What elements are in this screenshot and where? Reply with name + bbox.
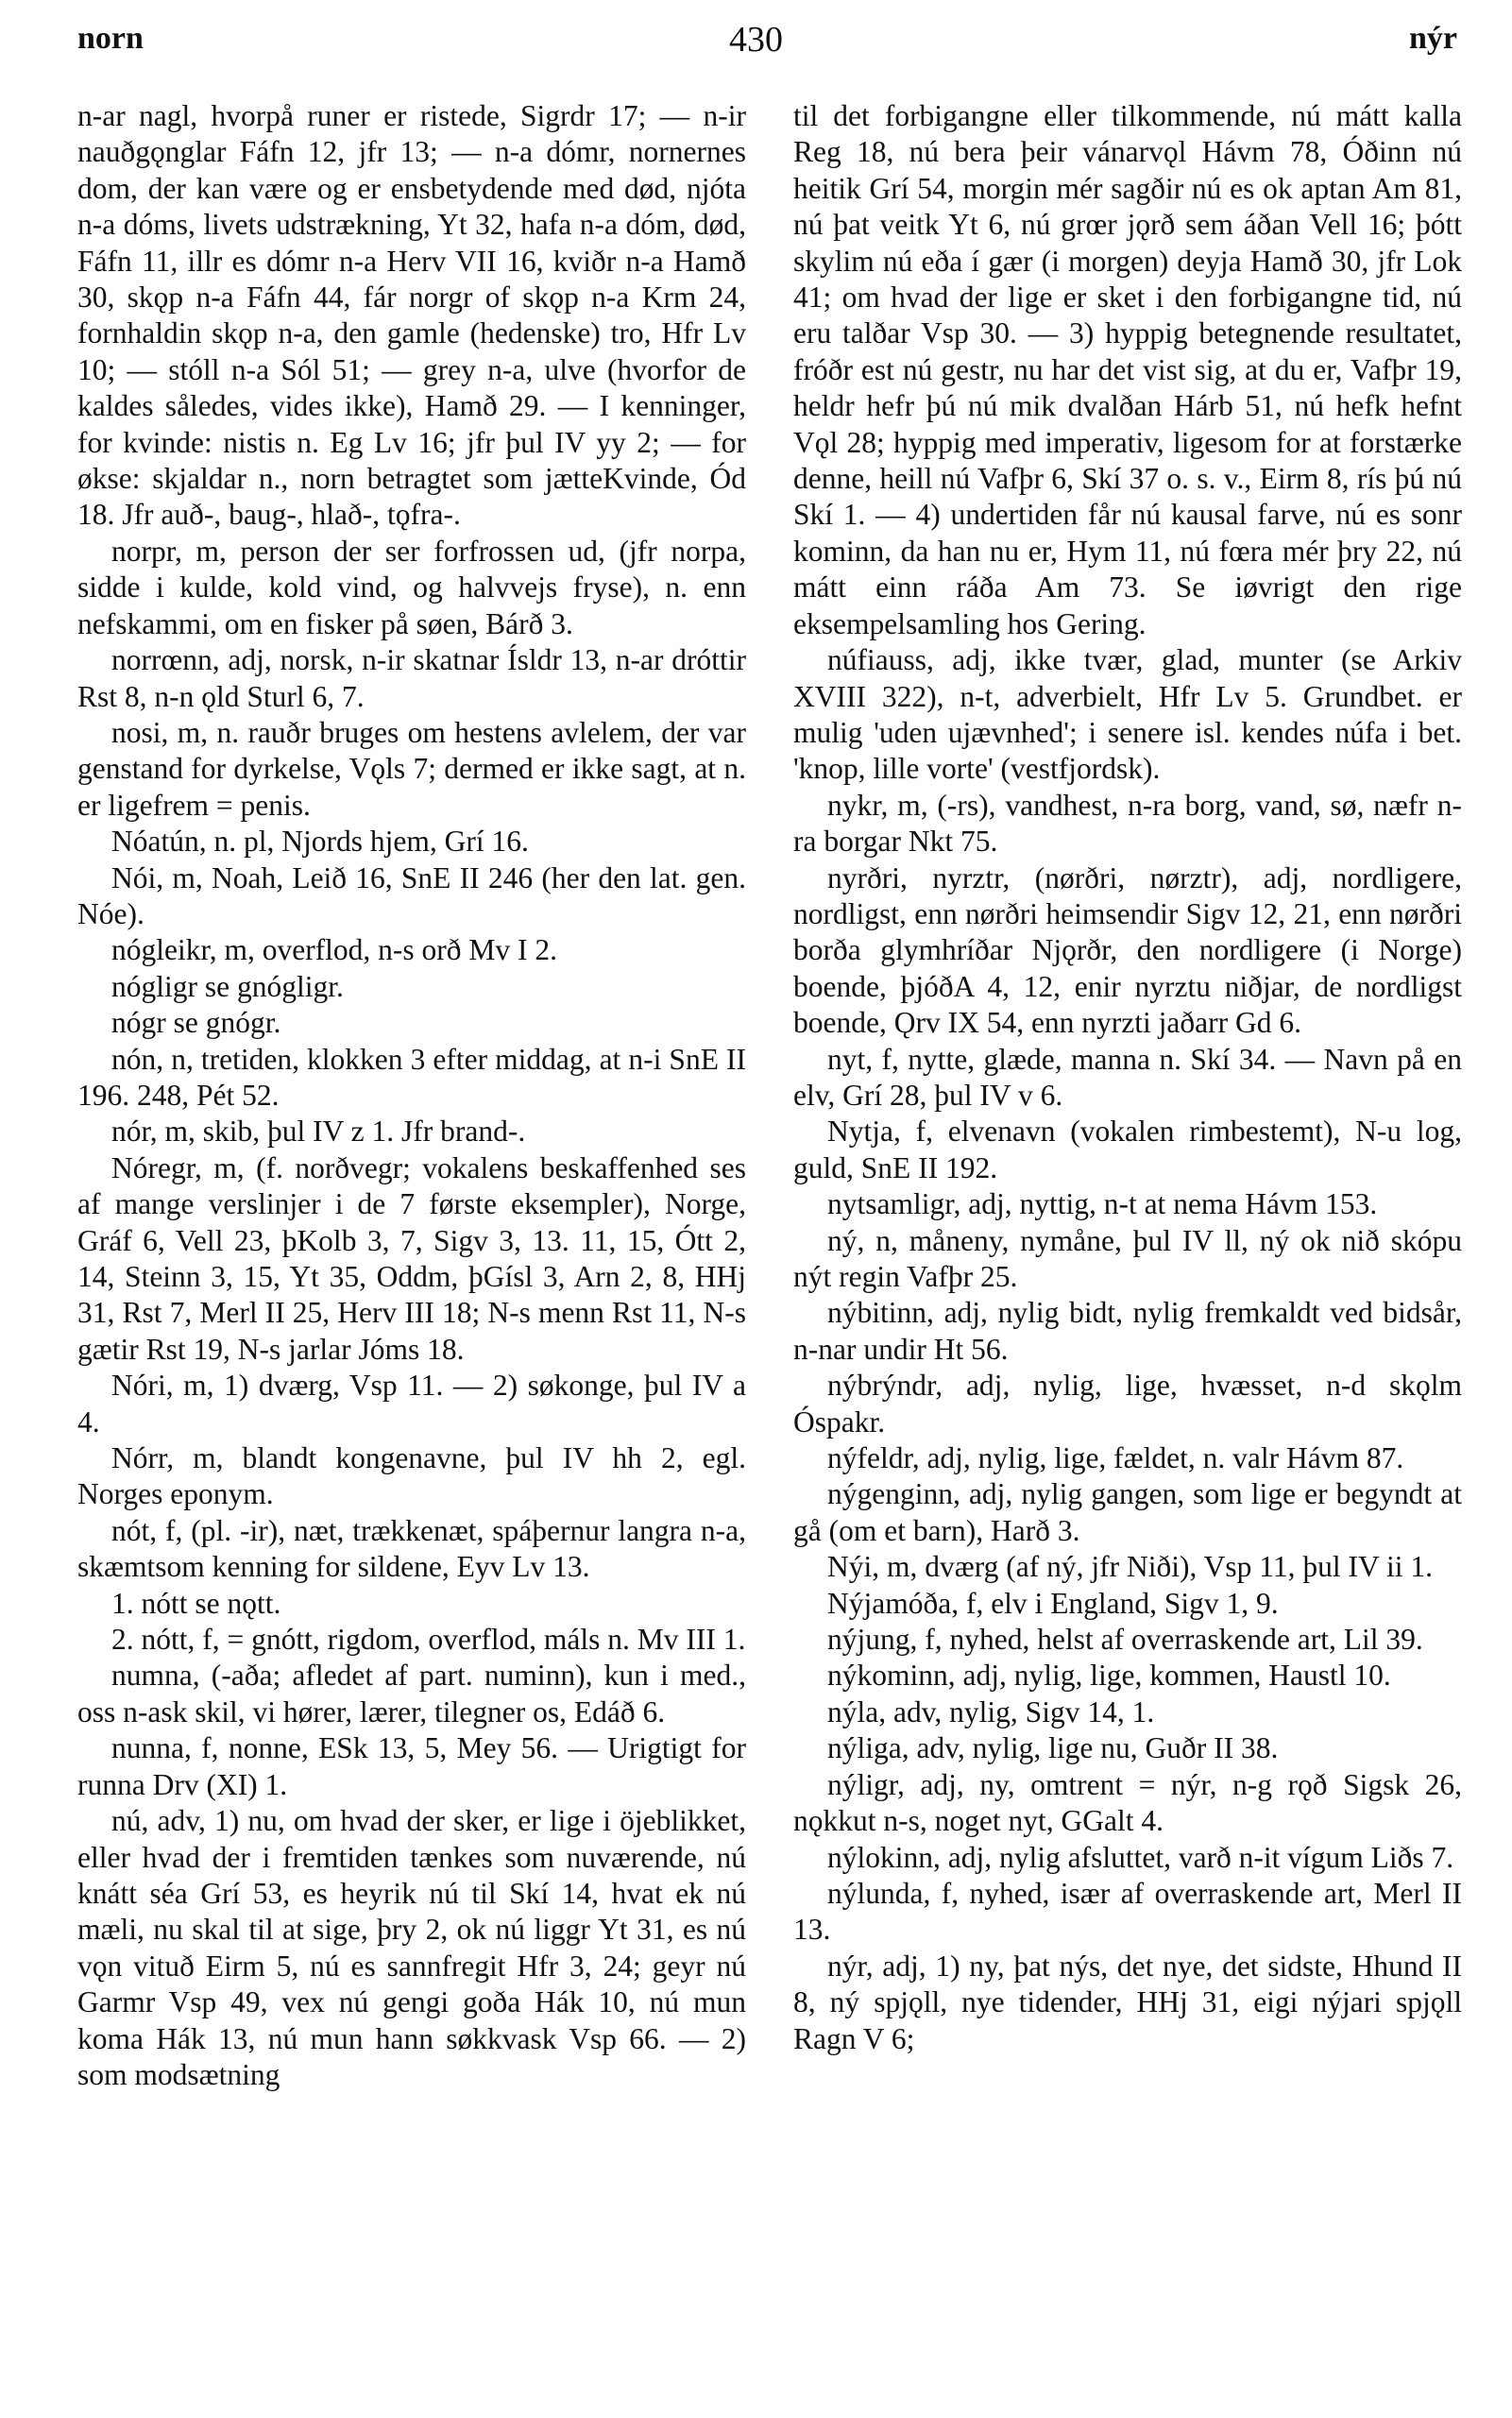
dictionary-entry: nógr se gnógr. (111, 1006, 281, 1040)
dictionary-entry: nykr, m, (-rs), vandhest, n-ra borg, vand, sø, næfr n-ra borgar Nkt 75. (793, 788, 1462, 859)
dictionary-entry: nytsamligr, adj, nyttig, n-t at nema Hávm 153. (827, 1187, 1378, 1221)
dictionary-entry: ný, n, måneny, nymåne, þul IV ll, ný ok nið skópu nýt regin Vafþr 25. (793, 1223, 1462, 1293)
dictionary-entry: 2. nótt, f, = gnótt, rigdom, overflod, máls n. Mv III 1. (111, 1623, 746, 1657)
dictionary-entry: Nóri, m, 1) dværg, Vsp 11. — 2) søkonge, þul IV a 4. (77, 1369, 746, 1439)
dictionary-entry: Nýjamóða, f, elv i England, Sigv 1, 9. (827, 1586, 1279, 1620)
dictionary-entry: núfiauss, adj, ikke tvær, glad, munter (se Arkiv XVIII 322), n-t, adverbielt, Hfr Lv 5. Grundbet. er mulig 'uden ujævnhed'; i senere isl. kendes núfa i bet. 'knop, lille vorte' (vestfjordsk). (793, 643, 1462, 786)
dictionary-entry: 1. nótt se nǫtt. (111, 1586, 281, 1620)
header-left-word: norn (77, 21, 144, 56)
dictionary-entry: Nórr, m, blandt kongenavne, þul IV hh 2, egl. Norges eponym. (77, 1441, 746, 1511)
dictionary-entry: numna, (-aða; afledet af part. numinn), kun i med., oss n-ask skil, vi hører, lærer, tilegner os, Edáð 6. (77, 1659, 746, 1728)
dictionary-entry: nýkominn, adj, nylig, lige, kommen, Haustl 10. (827, 1659, 1391, 1693)
dictionary-entry: Nóregr, m, (f. norðvegr; vokalens beskaffenhed ses af mange verslinjer i de 7 første eksempler), Norge, Gráf 6, Vell 23, þKolb 3, 7, Sigv 3, 13. 11, 15, Ótt 2, 14, Steinn 3, 15, Yt 35, Oddm, þGísl 3, Arn 2, 8, HHj 31, Rst 7, Merl II 25, Herv III 18; N-s menn Rst 11, N-s gætir Rst 19, N-s jarlar Jóms 18. (77, 1150, 746, 1366)
dictionary-entry: nosi, m, n. rauðr bruges om hestens avlelem, der var genstand for dyrkelse, Vǫls 7; dermed er ikke sagt, at n. er ligefrem = penis. (77, 715, 746, 822)
dictionary-entry: nót, f, (pl. -ir), næt, trækkenæt, spáþernur langra n-a, skæmtsom kenning for sildene, Eyv Lv 13. (77, 1513, 746, 1584)
header-right-word: nýr (1409, 21, 1457, 56)
dictionary-entry: nyrðri, nyrztr, (nørðri, nørztr), adj, nordligere, nordligst, enn nørðri heimsendir Sigv 12, 21, enn nørðri borða glymhríðar Njǫrðr, den nordligere (i Norge) boende, þjóðA 4, 12, enir nyrztu niðjar, de nordligst boende, Ǫrv IX 54, enn nyrzti jaðarr Gd 6. (793, 860, 1462, 1040)
right-column (793, 98, 1462, 2057)
dictionary-entry: nór, m, skib, þul IV z 1. Jfr brand-. (111, 1115, 526, 1149)
dictionary-entry: nýlunda, f, nyhed, især af overraskende art, Merl II 13. (793, 1876, 1462, 1947)
dictionary-entry: nýbrýndr, adj, nylig, lige, hvæsset, n-d skǫlm Óspakr. (793, 1369, 1462, 1439)
dictionary-entry: nýjung, f, nyhed, helst af overraskende art, Lil 39. (827, 1623, 1423, 1657)
dictionary-entry: nýgenginn, adj, nylig gangen, som lige er begyndt at gå (om et barn), Harð 3. (793, 1477, 1462, 1547)
dictionary-entry: nýliga, adv, nylig, lige nu, Guðr II 38. (827, 1731, 1279, 1765)
dictionary-entry: nunna, f, nonne, ESk 13, 5, Mey 56. — Urigtigt for runna Drv (XI) 1. (77, 1731, 746, 1801)
dictionary-entry: n-ar nagl, hvorpå runer er ristede, Sigrdr 17; — n-ir nauðgǫnglar Fáfn 12, jfr 13; — n-a dómr, nornernes dom, der kan være og er ensbetydende med død, njóta n-a dóms, livets udstrækning, Yt 32, hafa n-a dóm, død, Fáfn 11, illr es dómr n-a Herv VII 16, kviðr n-a Hamð 30, skǫp n-a Fáfn 44, fár norgr of skǫp n-a Krm 24, fornhaldin skǫp n-a, den gamle (hedenske) tro, Hfr Lv 10; — stóll n-a Sól 51; — grey n-a, ulve (hvorfor de kaldes således, vides ikke), Hamð 29. — I kenninger, for kvinde: nistis n. Eg Lv 16; jfr þul IV yy 2; — for økse: skjaldar n., norn betragtet som jætteKvinde, Ód 18. Jfr auð-, baug-, hlað-, tǫfra-. (77, 99, 746, 532)
dictionary-entry: nyt, f, nytte, glæde, manna n. Skí 34. — Navn på en elv, Grí 28, þul IV v 6. (793, 1042, 1462, 1112)
page-header (0, 0, 1512, 85)
dictionary-entry: Nóatún, n. pl, Njords hjem, Grí 16. (111, 825, 529, 859)
dictionary-entry: Nói, m, Noah, Leið 16, SnE II 246 (her den lat. gen. Nóe). (77, 860, 746, 930)
dictionary-entry: nón, n, tretiden, klokken 3 efter middag, at n-i SnE II 196. 248, Pét 52. (77, 1042, 746, 1112)
dictionary-entry: nú, adv, 1) nu, om hvad der sker, er lige i öjeblikket, eller hvad der i fremtiden tænkes som nuværende, nú knátt séa Grí 53, es heyrik nú til Skí 14, hvat ek nú mæli, nu skal til at sige, þry 2, ok nú liggr Yt 31, es nú vǫn vituð Eirm 5, nú es sannfregit Hfr 3, 24; geyr nú Garmr Vsp 49, vex nú gengi goða Hák 10, nú mun koma Hák 13, nú mun hann søkkvask Vsp 66. — 2) som modsætning (77, 1804, 746, 2091)
left-column (77, 98, 746, 2093)
dictionary-entry: norrœnn, adj, norsk, n-ir skatnar Ísldr 13, n-ar dróttir Rst 8, n-n ǫld Sturl 6, 7. (77, 643, 746, 713)
page-number: 430 (729, 20, 783, 60)
dictionary-entry: nýr, adj, 1) ny, þat nýs, det nye, det sidste, Hhund II 8, ný spjǫll, nye tidender, HHj 31, eigi nýjari spjǫll Ragn V 6; (793, 1949, 1462, 2055)
dictionary-entry: nýla, adv, nylig, Sigv 14, 1. (827, 1694, 1155, 1728)
dictionary-entry: nógligr se gnógligr. (111, 969, 344, 1003)
dictionary-entry: nýlokinn, adj, nylig afsluttet, varð n-it vígum Liðs 7. (827, 1840, 1454, 1874)
dictionary-entry: Nytja, f, elvenavn (vokalen rimbestemt), N-u log, guld, SnE II 192. (793, 1115, 1462, 1184)
dictionary-entry: nógleikr, m, overflod, n-s orð Mv I 2. (111, 933, 558, 967)
dictionary-entry: nýligr, adj, ny, omtrent = nýr, n-g rǫð Sigsk 26, nǫkkut n-s, noget nyt, GGalt 4. (793, 1767, 1462, 1838)
dictionary-entry: nýfeldr, adj, nylig, lige, fældet, n. valr Hávm 87. (827, 1441, 1404, 1475)
dictionary-entry: norpr, m, person der ser forfrossen ud, (jfr norpa, sidde i kulde, kold vind, og halvvejs fryse), n. enn nefskammi, om en fisker på søen, Bárð 3. (77, 534, 746, 640)
dictionary-entry: til det forbigangne eller tilkommende, nú mátt kalla Reg 18, nú bera þeir vánarvǫl Hávm 78, Óðinn nú heitik Grí 54, morgin mér sagðir nú es ok aptan Am 81, nú þat veitk Yt 6, nú grœr jǫrð sem áðan Vell 16; þótt skylim nú eða í gær (i morgen) deyja Hamð 30, jfr Lok 41; om hvad der lige er sket i den forbigangne tid, nú eru talðar Vsp 30. — 3) hyppig betegnende resultatet, fróðr est nú gestr, nu har det vist sig, at du er, Vafþr 19, heldr hefr þú nú mik dvalðan Hárb 51, nú hefk hefnt Vǫl 28; hyppig med imperativ, ligesom for at forstærke denne, heill nú Vafþr 6, Skí 37 o. s. v., Eirm 8, rís þú nú Skí 1. — 4) undertiden får nú kausal farve, nú es sonr kominn, da han nu er, Hym 11, nú fœra mér þry 22, nú mátt einn ráða Am 73. Se iøvrigt den rige eksempelsamling hos Gering. (793, 99, 1462, 640)
dictionary-entry: Nýi, m, dværg (af ný, jfr Niði), Vsp 11, þul IV ii 1. (827, 1550, 1434, 1584)
dictionary-entry: nýbitinn, adj, nylig bidt, nylig fremkaldt ved bidsår, n-nar undir Ht 56. (793, 1296, 1462, 1366)
